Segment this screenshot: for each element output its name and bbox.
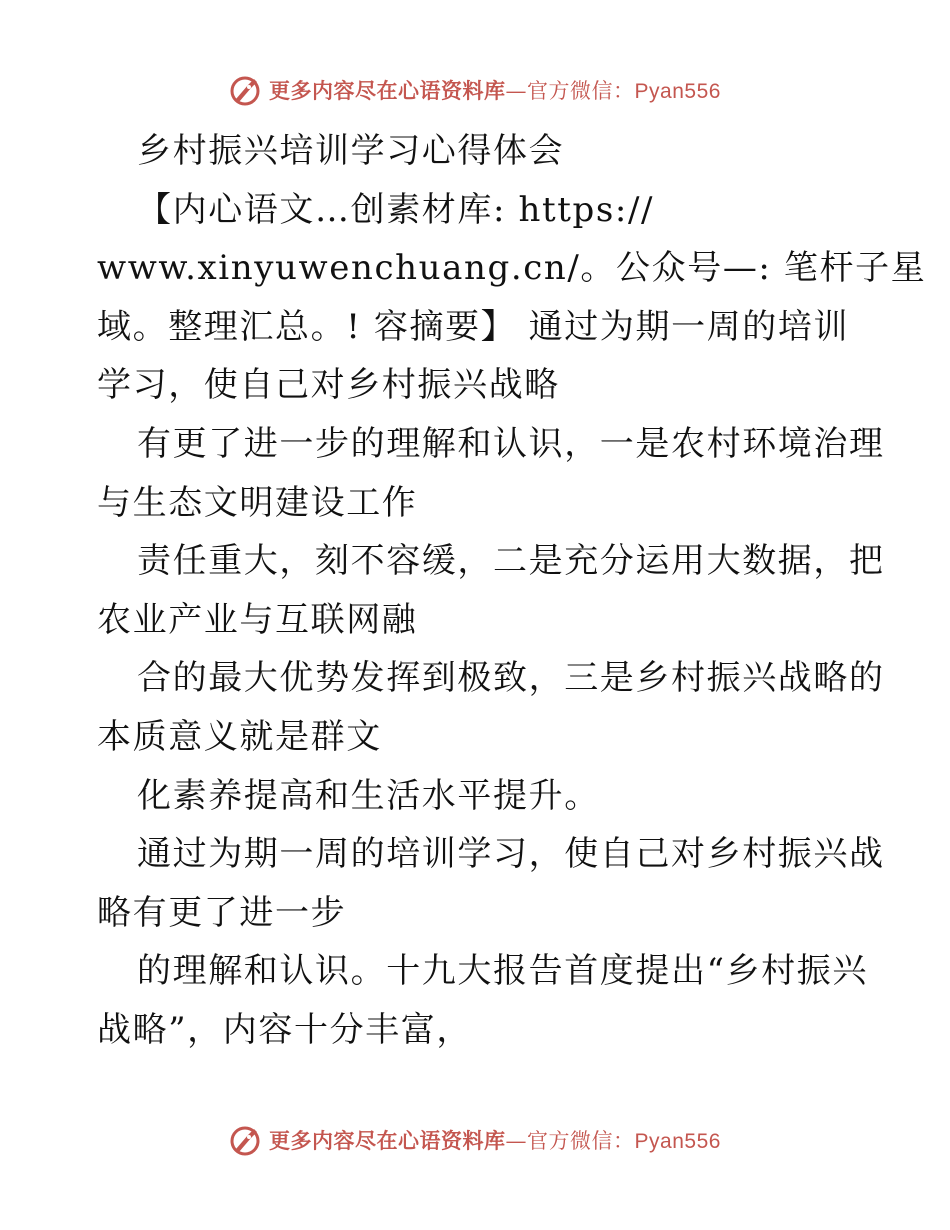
pen-nib-logo-icon <box>229 73 263 107</box>
header-banner-main: 更多内容尽在心语资料库 <box>269 78 506 103</box>
footer-banner-main: 更多内容尽在心语资料库 <box>269 1128 506 1153</box>
text-line: 战略”，内容十分丰富， <box>97 1009 472 1050</box>
text-line: 略有更了进一步 <box>97 892 347 933</box>
footer-banner <box>0 1120 950 1160</box>
text-line: 与生态文明建设工作 <box>97 482 418 523</box>
footer-banner-inner <box>229 1123 721 1157</box>
paragraph <box>97 767 857 826</box>
text-line: 学习，使自己对乡村振兴战略 <box>97 365 560 406</box>
text-line: 本质意义就是群文 <box>97 716 382 757</box>
header-banner-separator: — <box>505 79 528 103</box>
header-banner-inner <box>229 73 721 107</box>
footer-banner-wechat-id: Pyan556 <box>634 1130 721 1153</box>
text-line: 合的最大优势发挥到极致，三是乡村振兴战略的 <box>137 658 885 699</box>
paragraph <box>97 415 885 532</box>
text-line: 通过为期一周的培训学习，使自己对乡村振兴战 <box>137 834 885 875</box>
paragraph <box>97 942 868 1059</box>
text-line: 【内心语文…创素材库: https:// <box>137 189 655 230</box>
text-line: 的理解和认识。十九大报告首度提出“乡村振兴 <box>137 951 868 992</box>
document-title <box>97 122 857 181</box>
document-body <box>97 122 927 1060</box>
text-line: 乡村振兴培训学习心得体会 <box>137 131 565 171</box>
text-line: 化素养提高和生活水平提升。 <box>137 775 600 816</box>
pen-nib-logo-icon <box>229 1123 263 1157</box>
header-banner <box>0 70 950 110</box>
text-line: www.xinyuwenchuang.cn/。公众号—: 笔杆子星 <box>97 248 927 289</box>
header-banner-wechat-id: Pyan556 <box>634 80 721 103</box>
paragraph <box>97 825 885 942</box>
text-line: 有更了进一步的理解和认识，一是农村环境治理 <box>137 423 885 464</box>
paragraph <box>97 532 885 649</box>
text-line: 域。整理汇总。! 容摘要】 通过为期一周的培训 <box>97 306 850 347</box>
text-line: 农业产业与互联网融 <box>97 599 418 640</box>
text-line: 责任重大，刻不容缓，二是充分运用大数据，把 <box>137 541 885 582</box>
footer-banner-wechat-label: 官方微信： <box>527 1129 635 1153</box>
footer-banner-separator: — <box>505 1129 528 1153</box>
header-banner-wechat-label: 官方微信： <box>527 79 635 103</box>
paragraph-summary <box>97 181 927 415</box>
footer-banner-text <box>269 1125 721 1155</box>
paragraph <box>97 649 885 766</box>
header-banner-text <box>269 75 721 105</box>
